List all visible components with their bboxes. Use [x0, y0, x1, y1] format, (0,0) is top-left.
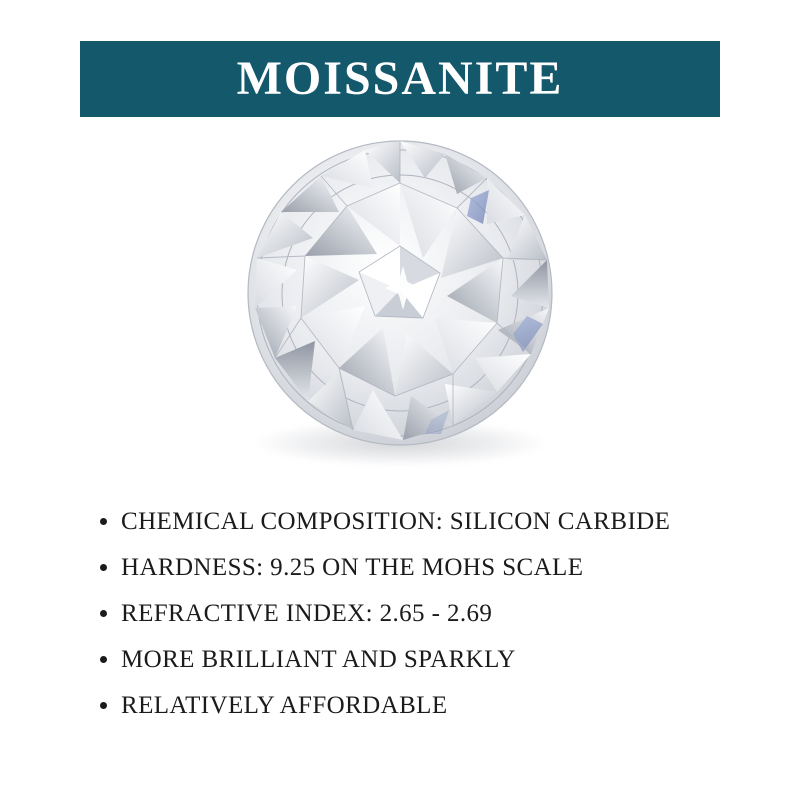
bullet-icon — [100, 702, 107, 709]
bullet-icon — [100, 610, 107, 617]
fact-text: CHEMICAL COMPOSITION: SILICON CARBIDE — [121, 508, 671, 535]
bullet-icon — [100, 564, 107, 571]
list-item — [100, 689, 740, 722]
fact-text: MORE BRILLIANT AND SPARKLY — [121, 646, 516, 673]
facts-list — [100, 505, 740, 735]
fact-text: RELATIVELY AFFORDABLE — [121, 692, 448, 719]
title-banner — [80, 41, 720, 117]
gemstone-illustration — [0, 120, 800, 490]
bullet-icon — [100, 518, 107, 525]
gemstone-graphic — [235, 138, 565, 448]
list-item — [100, 597, 740, 630]
page-title: MOISSANITE — [236, 52, 564, 105]
list-item — [100, 551, 740, 584]
bullet-icon — [100, 656, 107, 663]
fact-text: REFRACTIVE INDEX: 2.65 - 2.69 — [121, 600, 493, 627]
list-item — [100, 505, 740, 538]
list-item — [100, 643, 740, 676]
fact-text: HARDNESS: 9.25 ON THE MOHS SCALE — [121, 554, 584, 581]
